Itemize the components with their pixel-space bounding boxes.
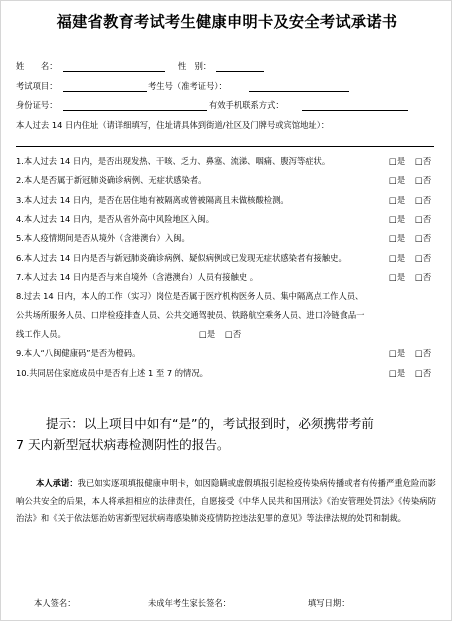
form-title: 福建省教育考试考生健康申明卡及安全考试承诺书 — [56, 13, 398, 31]
exam-no-label: 考生号（准考证号）： — [148, 81, 227, 91]
question-3: 3.本人过去 14 日内，是否在居住地有被隔离或曾被隔离且未做核酸检测。 — [16, 195, 289, 205]
promise-label: 本人承诺： — [36, 478, 78, 488]
question-7: 7.本人过去 14 日内是否与来自境外（含港澳台）人员有接触史 。 — [16, 272, 259, 282]
guardian-signature-label: 未成年考生家长签名： — [148, 598, 231, 608]
question-9: 9.本人“八闽健康码”是否为橙码。 — [16, 348, 141, 358]
date-label: 填写日期： — [308, 598, 350, 608]
exam-item-label: 考试项目： — [16, 81, 58, 91]
phone-label: 有效手机联系方式： — [209, 100, 284, 110]
q4-yes-checkbox[interactable]: □是 — [389, 214, 406, 224]
question-2: 2.本人是否属于新冠肺炎确诊病例、无症状感染者。 — [16, 175, 207, 185]
q10-no-checkbox[interactable]: □否 — [415, 368, 432, 378]
gender-label: 性 别： — [178, 61, 212, 71]
q6-no-checkbox[interactable]: □否 — [415, 253, 432, 263]
question-8-line3: 线工作人员。 — [16, 329, 66, 339]
exam-item-field[interactable] — [63, 91, 147, 92]
q9-no-checkbox[interactable]: □否 — [415, 348, 432, 358]
q7-no-checkbox[interactable]: □否 — [415, 272, 432, 282]
question-1: 1.本人过去 14 日内，是否出现发热、干咳、乏力、鼻塞、流涕、咽痛、腹泻等症状。 — [16, 156, 331, 166]
q5-yes-checkbox[interactable]: □是 — [389, 233, 406, 243]
id-no-label: 身份证号： — [16, 100, 58, 110]
self-signature-label: 本人签名： — [34, 598, 76, 608]
q8-no-checkbox[interactable]: □否 — [225, 329, 242, 339]
q1-no-checkbox[interactable]: □否 — [415, 156, 432, 166]
question-4: 4.本人过去 14 日内，是否从省外高中风险地区入闽。 — [16, 214, 214, 224]
promise-paragraph — [16, 475, 436, 528]
question-5: 5.本人疫情期间是否从境外（含港澳台）入闽。 — [16, 233, 190, 243]
tip-line-1: 提示：以上项目中如有“是”的，考试报到时，必须携带考前 — [46, 416, 374, 431]
phone-field[interactable] — [302, 110, 408, 111]
q7-yes-checkbox[interactable]: □是 — [389, 272, 406, 282]
question-6: 6.本人过去 14 日内是否与新冠肺炎确诊病例、疑似病例或已发现无症状感染者有接触史。 — [16, 253, 347, 263]
q2-yes-checkbox[interactable]: □是 — [389, 175, 406, 185]
name-field[interactable] — [63, 71, 165, 72]
q3-no-checkbox[interactable]: □否 — [415, 195, 432, 205]
question-8-line2: 公共场所服务人员、口岸检疫排查人员、公共交通驾驶员、铁路航空乘务人员、进口冷链食品一 — [16, 310, 365, 320]
address-label: 本人过去 14 日内住址（请详细填写，住址请具体到街道/社区及门牌号或宾馆地址）： — [16, 120, 330, 130]
q2-no-checkbox[interactable]: □否 — [415, 175, 432, 185]
tip-line-2: 7 天内新型冠状病毒检测阴性的报告。 — [16, 437, 230, 452]
q1-yes-checkbox[interactable]: □是 — [389, 156, 406, 166]
q3-yes-checkbox[interactable]: □是 — [389, 195, 406, 205]
id-no-field[interactable] — [63, 110, 207, 111]
promise-text: 我已如实逐项填报健康申明卡，如因隐瞒或虚假填报引起检疫传染病传播或者有传播严重危险而影响公共安全的后果，本人将承担相应的法律责任，自愿接受《中华人民共和国刑法》《治安管理处罚法》《传染病防治法》和《关于依法惩治妨害新型冠状病毒感染肺炎疫情防控违法犯罪的意见》等法律法规的处罚和制裁。 — [16, 478, 436, 524]
q6-yes-checkbox[interactable]: □是 — [389, 253, 406, 263]
name-label: 姓 名： — [16, 61, 58, 71]
q8-yes-checkbox[interactable]: □是 — [199, 329, 216, 339]
q5-no-checkbox[interactable]: □否 — [415, 233, 432, 243]
q9-yes-checkbox[interactable]: □是 — [389, 348, 406, 358]
exam-no-field[interactable] — [249, 91, 349, 92]
q4-no-checkbox[interactable]: □否 — [415, 214, 432, 224]
question-8-line1: 8.过去 14 日内，本人的工作（实习）岗位是否属于医疗机构医务人员、集中隔离点工作人员、 — [16, 291, 364, 301]
question-10: 10.共同居住家庭成员中是否有上述 1 至 7 的情况。 — [16, 368, 208, 378]
address-field[interactable] — [16, 146, 434, 147]
gender-field[interactable] — [216, 71, 264, 72]
q10-yes-checkbox[interactable]: □是 — [389, 368, 406, 378]
